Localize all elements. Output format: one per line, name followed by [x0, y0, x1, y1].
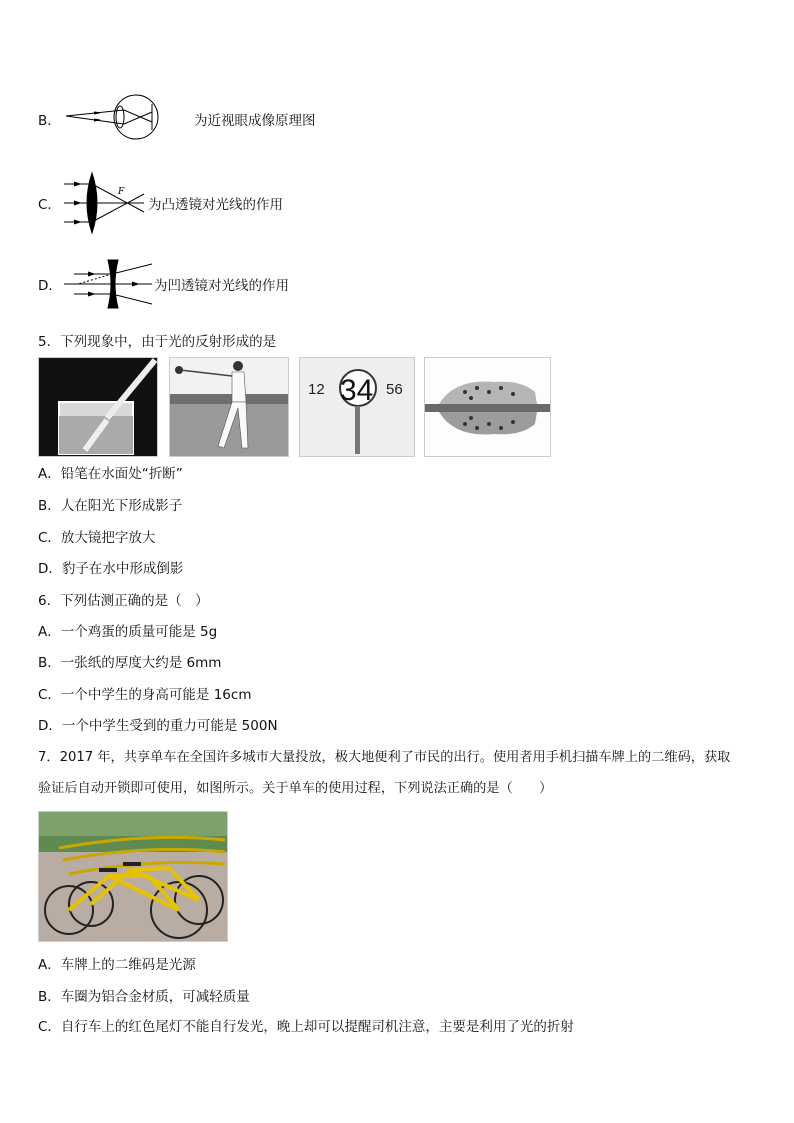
q4-option-d[interactable] — [38, 258, 289, 310]
q7-option-b[interactable]: B．车圈为铝合金材质，可减轻质量 — [38, 989, 250, 1005]
q5-stem: 5．下列现象中，由于光的反射形成的是 — [38, 334, 277, 350]
convex-lens-diagram-icon — [64, 170, 148, 236]
q7-stem-line1: 7．2017 年，共享单车在全国许多城市大量投放，极大地便利了市民的出行。使用者用手机扫描车牌上的二维码，获取 — [38, 750, 731, 765]
q6-option-a[interactable]: A．一个鸡蛋的质量可能是 5g — [38, 624, 218, 640]
focus-label: F — [118, 187, 125, 197]
q7-option-a[interactable]: A．车牌上的二维码是光源 — [38, 957, 196, 973]
q6-option-c[interactable]: C．一个中学生的身高可能是 16cm — [38, 687, 252, 703]
option-label: C． — [38, 197, 61, 213]
q5-option-c[interactable]: C．放大镜把字放大 — [38, 530, 156, 546]
magnifier-text-left: 12 — [308, 381, 325, 398]
q7-stem-line2: 验证后自动开锁即可使用，如图所示。关于单车的使用过程，下列说法正确的是（ ） — [38, 781, 553, 796]
magnifier-text-right: 56 — [386, 381, 403, 398]
q6-option-b[interactable]: B．一张纸的厚度大约是 6mm — [38, 655, 222, 671]
q7-option-c[interactable]: C．自行车上的红色尾灯不能自行发光，晚上却可以提醒司机注意，主要是利用了光的折射 — [38, 1019, 574, 1035]
q5-option-b[interactable]: B．人在阳光下形成影子 — [38, 498, 183, 514]
q6-stem: 6．下列估测正确的是（ ） — [38, 593, 209, 609]
q5-option-a[interactable]: A．铅笔在水面处“折断” — [38, 466, 183, 482]
concave-lens-diagram-icon — [64, 258, 154, 310]
magnifier-image — [299, 357, 415, 457]
magnifier-text-center: 34 — [340, 374, 374, 407]
option-caption: 为凹透镜对光线的作用 — [154, 278, 289, 294]
pencil-in-water-image — [38, 357, 158, 457]
q4-option-b[interactable] — [38, 94, 316, 144]
golfer-shadow-image — [169, 357, 289, 457]
q5-option-d[interactable]: D．豹子在水中形成倒影 — [38, 561, 184, 577]
myopia-eye-diagram-icon — [64, 94, 194, 144]
q6-option-d[interactable]: D．一个中学生受到的重力可能是 500N — [38, 718, 278, 734]
shared-bikes-image — [38, 811, 228, 942]
option-caption: 为凸透镜对光线的作用 — [148, 197, 283, 213]
q4-option-c[interactable] — [38, 170, 283, 236]
option-label: B． — [38, 113, 61, 129]
leopard-reflection-image — [424, 357, 551, 457]
option-caption: 为近视眼成像原理图 — [194, 113, 316, 129]
option-label: D． — [38, 278, 62, 294]
